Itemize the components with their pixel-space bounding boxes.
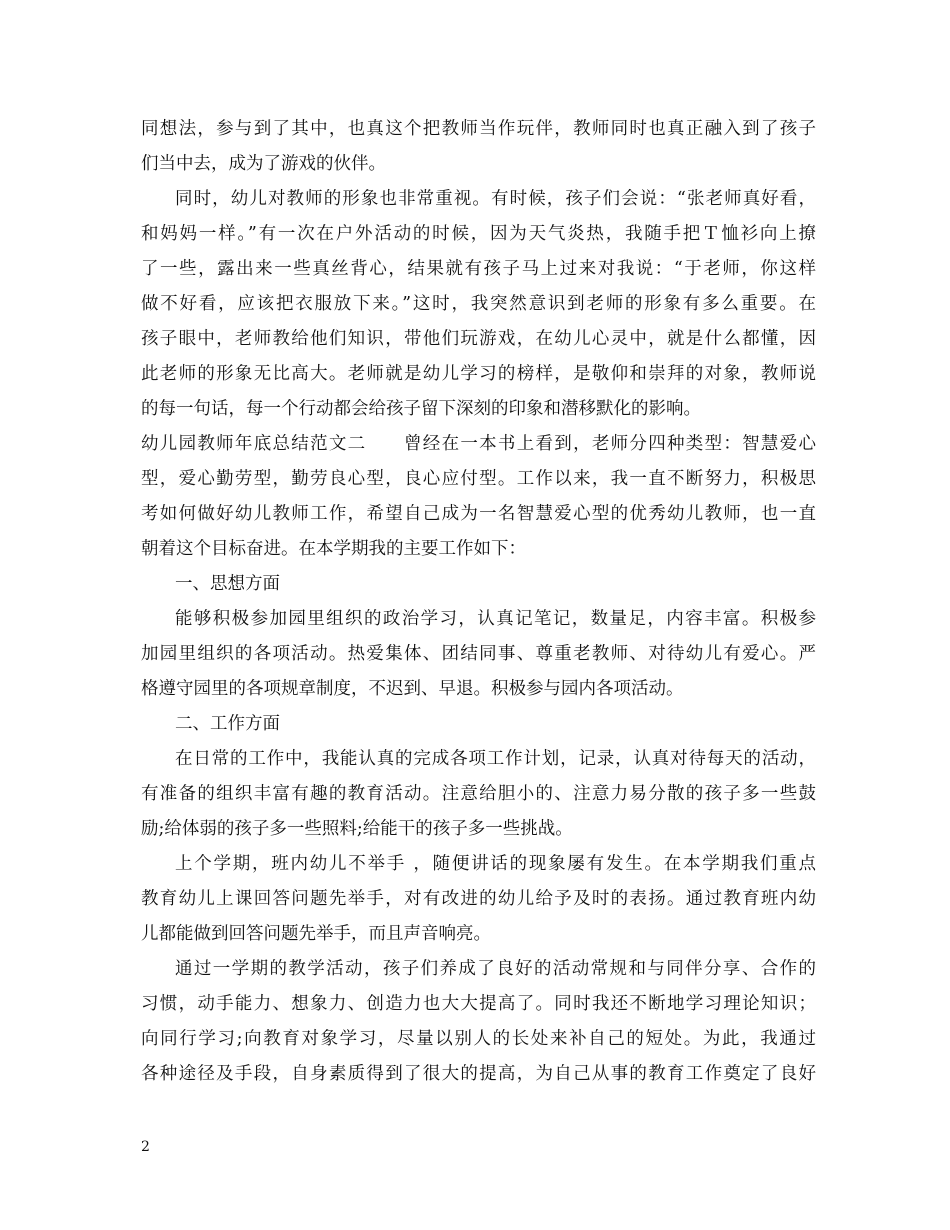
text-line: 能够积极参加园里组织的政治学习，认真记笔记，数量足，内容丰富。积极参	[175, 609, 816, 629]
text-line: 们当中去，成为了游戏的伙伴。	[141, 154, 386, 174]
section-heading: 二、工作方面	[175, 714, 280, 734]
section-heading: 一、思想方面	[175, 574, 280, 594]
text-line: 做不好看，应该把衣服放下来。”这时，我突然意识到老师的形象有多么重要。在	[141, 294, 816, 314]
text-line: 向同行学习;向教育对象学习，尽量以别人的长处来补自己的短处。为此，我通过	[141, 1029, 816, 1049]
text-line: 习惯，动手能力、想象力、创造力也大大提高了。同时我还不断地学习理论知识；	[141, 994, 816, 1014]
text-line: 各种途径及手段，自身素质得到了很大的提高，为自己从事的教育工作奠定了良好	[141, 1064, 816, 1084]
text-line: 此老师的形象无比高大。老师就是幼儿学习的榜样，是敬仰和崇拜的对象，教师说	[141, 364, 816, 384]
text-line: 幼儿园教师年底总结范文二 曾经在一本书上看到，老师分四种类型：智慧爱心	[141, 434, 816, 454]
text-line: 了一些，露出来一些真丝背心，结果就有孩子马上过来对我说：“于老师，你这样	[141, 259, 816, 279]
text-line: 儿都能做到回答问题先举手，而且声音响亮。	[141, 924, 491, 944]
text-line: 通过一学期的教学活动，孩子们养成了良好的活动常规和与同伴分享、合作的	[175, 959, 816, 979]
text-line: 励;给体弱的孩子多一些照料;给能干的孩子多一些挑战。	[141, 819, 573, 839]
text-line: 同想法，参与到了其中，也真这个把教师当作玩伴，教师同时也真正融入到了孩子	[141, 119, 816, 139]
text-line: 孩子眼中，老师教给他们知识，带他们玩游戏，在幼儿心灵中，就是什么都懂，因	[141, 329, 816, 349]
text-line: 朝着这个目标奋进。在本学期我的主要工作如下：	[141, 539, 526, 559]
text-line: 的每一句话，每一个行动都会给孩子留下深刻的印象和潜移默化的影响。	[141, 399, 701, 419]
text-line: 格遵守园里的各项规章制度，不迟到、早退。积极参与园内各项活动。	[141, 679, 684, 699]
text-line: 型，爱心勤劳型，勤劳良心型，良心应付型。工作以来，我一直不断努力，积极思	[141, 469, 816, 489]
text-line: 和妈妈一样。”有一次在户外活动的时候，因为天气炎热，我随手把Ｔ恤衫向上撩	[141, 224, 816, 244]
text-line: 加园里组织的各项活动。热爱集体、团结同事、尊重老教师、对待幼儿有爱心。严	[141, 644, 816, 664]
text-line: 考如何做好幼儿教师工作，希望自己成为一名智慧爱心型的优秀幼儿教师，也一直	[141, 504, 816, 524]
text-line: 有准备的组织丰富有趣的教育活动。注意给胆小的、注意力易分散的孩子多一些鼓	[141, 784, 816, 804]
text-line: 同时，幼儿对教师的形象也非常重视。有时候，孩子们会说：“张老师真好看，	[175, 189, 816, 209]
text-line: 在日常的工作中，我能认真的完成各项工作计划，记录，认真对待每天的活动，	[175, 749, 816, 769]
text-line: 上个学期，班内幼儿不举手 ，随便讲话的现象屡有发生。在本学期我们重点	[175, 854, 816, 874]
page-number: 2	[141, 1139, 150, 1155]
text-line: 教育幼儿上课回答问题先举手，对有改进的幼儿给予及时的表扬。通过教育班内幼	[141, 889, 816, 909]
